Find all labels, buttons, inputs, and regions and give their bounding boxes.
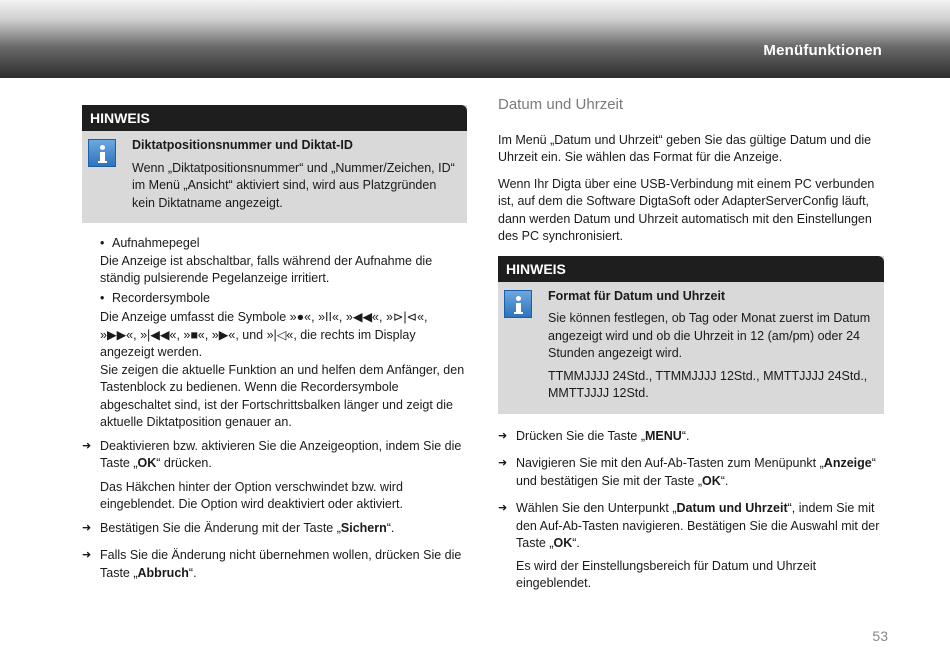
arrow-right-icon: ➜ <box>82 521 92 534</box>
intro-paragraph: Im Menü „Datum und Uhrzeit“ geben Sie das gültige Datum und die Uhrzeit ein. Sie wählen das Format für die Anzeige. <box>498 132 872 164</box>
note-heading: HINWEIS <box>498 256 884 282</box>
menu-anzeige: Anzeige <box>823 456 872 470</box>
bullet-label: • Recordersymbole <box>100 290 467 308</box>
info-icon <box>88 139 116 167</box>
page-header <box>0 0 950 78</box>
note-title: Format für Datum und Uhrzeit <box>548 288 726 303</box>
step-menu: ➜ Drücken Sie die Taste „MENU“. <box>498 428 884 446</box>
note-text: Wenn „Diktatpositionsnummer“ und „Nummer/Zeichen, ID“ im Menü „Ansicht“ aktiviert sind, wird aus Platzgründen kein Diktatname angezeigt. <box>132 160 455 210</box>
step-deactivate: ➜ Deaktivieren bzw. aktivieren Sie die Anzeigeoption, indem Sie die Taste „OK“ drücken. <box>82 438 462 470</box>
note-text: Sie können festlegen, ob Tag oder Monat zuerst im Datum angezeigt wird und ob die Uhrzeit in 12 (am/pm) oder 24 Stunden angezeigt wird. <box>548 311 871 360</box>
page-number: 53 <box>872 628 888 644</box>
bullet-text: Sie zeigen die aktuelle Funktion an und helfen dem Anfänger, den Tastenblock zu bedienen. Wenn die Recordersymbole abgeschaltet sind, ist der Fortschrittsbalken länger und zeigt die aktuelle Diktatposition genauer an. <box>100 362 465 429</box>
note-title: Diktatpositionsnummer und Diktat-ID <box>132 138 353 152</box>
right-column <box>498 96 884 593</box>
arrow-right-icon: ➜ <box>498 502 508 514</box>
step-result: Es wird der Einstellungsbereich für Datum und Uhrzeit eingeblendet. <box>516 558 817 590</box>
step-confirm: ➜ Bestätigen Sie die Änderung mit der Taste „Sichern“. <box>82 520 467 538</box>
key-ok: OK <box>702 473 721 488</box>
key-ok: OK <box>553 536 573 550</box>
menu-datum-uhrzeit: Datum und Uhrzeit <box>676 501 788 515</box>
note-box-left <box>82 105 467 223</box>
bullet-text: Die Anzeige umfasst die Symbole »●«, »II«, »◀◀«, »⊳|⊲«, »▶▶«, »|◀◀«, »■«, »▶«, und »|◁«, die rechts im Display angezeigt werden. <box>100 310 428 359</box>
info-icon <box>504 290 532 318</box>
sync-paragraph: Wenn Ihr Digta über eine USB-Verbindung mit einem PC verbunden ist, auf dem die Software DigtaSoft oder AdapterServerConfig läuft, dann werden Datum und Uhrzeit automatisch mit den Einstellungen des PC synchronisiert. <box>498 176 875 243</box>
bullet-label: • Aufnahmepegel <box>100 235 467 253</box>
bullet-aufnahmepegel <box>82 235 467 288</box>
step-result: Das Häkchen hinter der Option verschwindet bzw. wird eingeblendet. Die Option wird deaktiviert oder aktiviert. <box>100 479 403 511</box>
bullet-recordersymbole <box>82 290 467 432</box>
key-sichern: Sichern <box>340 520 387 535</box>
key-abbruch: Abbruch <box>137 565 189 580</box>
note-heading: HINWEIS <box>82 105 467 131</box>
arrow-right-icon: ➜ <box>82 549 92 561</box>
key-ok: OK <box>137 456 157 470</box>
arrow-right-icon: ➜ <box>498 457 508 469</box>
arrow-right-icon: ➜ <box>498 429 508 442</box>
key-menu: MENU <box>645 428 682 443</box>
section-title: Datum und Uhrzeit <box>498 96 624 113</box>
header-title: Menüfunktionen <box>763 42 882 59</box>
step-cancel: ➜ Falls Sie die Änderung nicht übernehmen wollen, drücken Sie die Taste „Abbruch“. <box>82 548 462 580</box>
step-navigate: ➜ Navigieren Sie mit den Auf-Ab-Tasten zum Menüpunkt „Anzeige“ und bestätigen Sie mit der Taste „OK“. <box>498 456 876 488</box>
left-column <box>82 105 467 582</box>
note-box-right <box>498 256 884 414</box>
bullet-text: Die Anzeige ist abschaltbar, falls während der Aufnahme die ständig pulsierende Pegelanzeige irritiert. <box>100 253 433 285</box>
arrow-right-icon: ➜ <box>82 439 92 452</box>
note-formats: TTMMJJJJ 24Std., TTMMJJJJ 12Std., MMTTJJJJ 24Std., MMTTJJJJ 12Std. <box>548 368 868 400</box>
step-select: ➜ Wählen Sie den Unterpunkt „Datum und Uhrzeit“, indem Sie mit den Auf-Ab-Tasten navigieren. Bestätigen Sie die Auswahl mit der Taste „OK“. <box>498 501 880 550</box>
